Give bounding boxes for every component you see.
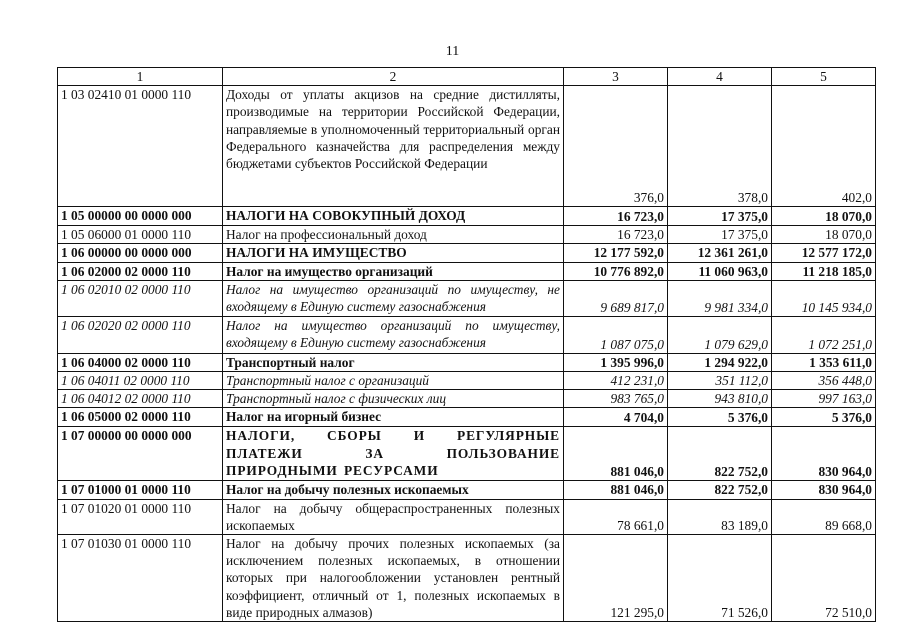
row-value-col5: 356 448,0 [772,372,876,390]
row-name-cell: НАЛОГИ НА СОВОКУПНЫЙ ДОХОД [223,207,564,226]
row-value-col3: 12 177 592,0 [564,244,668,262]
table-row [58,535,876,622]
budget-revenue-table [57,67,876,622]
row-value-col3: 16 723,0 [564,226,668,244]
row-value-col3: 10 776 892,0 [564,262,668,280]
row-code-cell: 1 06 02010 02 0000 110 [58,280,223,316]
row-value-col4: 1 294 922,0 [668,353,772,371]
row-value-col5: 1 072 251,0 [772,316,876,353]
row-value-col4: 83 189,0 [668,499,772,534]
row-value-col4: 351 112,0 [668,372,772,390]
row-value-col4: 5 376,0 [668,408,772,427]
row-value-col4: 822 752,0 [668,481,772,499]
row-value-col3: 881 046,0 [564,427,668,481]
row-value-col3: 376,0 [564,86,668,207]
row-code-cell: 1 06 04012 02 0000 110 [58,390,223,408]
row-name-cell: Налог на добычу полезных ископаемых [223,481,564,499]
table-row [58,316,876,353]
row-value-col4: 822 752,0 [668,427,772,481]
column-number-2: 2 [223,68,564,86]
row-code-cell: 1 06 05000 02 0000 110 [58,408,223,427]
row-code-cell: 1 06 04000 02 0000 110 [58,353,223,371]
table-row [58,427,876,481]
row-value-col4: 17 375,0 [668,207,772,226]
row-name-cell: Налог на добычу общераспространенных полезных ископаемых [223,499,564,534]
row-value-col3: 1 087 075,0 [564,316,668,353]
column-number-1: 1 [58,68,223,86]
row-code-cell: 1 05 00000 00 0000 000 [58,207,223,226]
row-value-col4: 943 810,0 [668,390,772,408]
row-name-cell: Транспортный налог с физических лиц [223,390,564,408]
row-value-col3: 78 661,0 [564,499,668,534]
row-name-cell: Налог на имущество организаций [223,262,564,280]
row-name-cell: Налог на имущество организаций по имуществу, входящему в Единую систему газоснабжения [223,316,564,353]
table-row [58,481,876,499]
table-row [58,86,876,207]
row-value-col5: 18 070,0 [772,226,876,244]
row-value-col4: 1 079 629,0 [668,316,772,353]
row-value-col4: 12 361 261,0 [668,244,772,262]
table-row [58,207,876,226]
column-number-4: 4 [668,68,772,86]
column-number-5: 5 [772,68,876,86]
row-code-cell: 1 06 02000 02 0000 110 [58,262,223,280]
row-value-col5: 89 668,0 [772,499,876,534]
row-value-col5: 12 577 172,0 [772,244,876,262]
row-code-cell: 1 07 00000 00 0000 000 [58,427,223,481]
row-value-col5: 10 145 934,0 [772,280,876,316]
row-name-cell: Налог на игорный бизнес [223,408,564,427]
row-value-col3: 881 046,0 [564,481,668,499]
row-name-cell: Налог на имущество организаций по имуществу, не входящему в Единую систему газоснабжения [223,280,564,316]
row-name-cell: НАЛОГИ, СБОРЫ И РЕГУЛЯРНЫЕ ПЛАТЕЖИ ЗА ПОЛЬЗОВАНИЕ ПРИРОДНЫМИ РЕСУРСАМИ [223,427,564,481]
row-name-cell: Доходы от уплаты акцизов на средние дистилляты, производимые на территории Российской Федерации, направляемые в уполномоченный территориальный орган Федерального казначейства для распределения между бюджетами субъектов Российской Федерации [223,86,564,207]
row-code-cell: 1 07 01030 01 0000 110 [58,535,223,622]
row-value-col5: 5 376,0 [772,408,876,427]
page-number: 11 [445,44,460,59]
row-value-col4: 11 060 963,0 [668,262,772,280]
row-value-col3: 983 765,0 [564,390,668,408]
row-value-col4: 9 981 334,0 [668,280,772,316]
table-row [58,226,876,244]
table-row [58,280,876,316]
row-code-cell: 1 03 02410 01 0000 110 [58,86,223,207]
row-name-cell: Налог на профессиональный доход [223,226,564,244]
table-row [58,390,876,408]
row-value-col5: 402,0 [772,86,876,207]
row-value-col3: 16 723,0 [564,207,668,226]
row-value-col5: 18 070,0 [772,207,876,226]
row-value-col3: 412 231,0 [564,372,668,390]
table-row [58,262,876,280]
table-header-row [58,68,876,86]
row-value-col5: 72 510,0 [772,535,876,622]
table-row [58,353,876,371]
table-row [58,408,876,427]
row-code-cell: 1 06 04011 02 0000 110 [58,372,223,390]
table-row [58,372,876,390]
row-code-cell: 1 07 01000 01 0000 110 [58,481,223,499]
row-code-cell: 1 05 06000 01 0000 110 [58,226,223,244]
row-value-col3: 121 295,0 [564,535,668,622]
table-row [58,244,876,262]
row-name-cell: Налог на добычу прочих полезных ископаемых (за исключением полезных ископаемых, в отношении которых при налогообложении установлен рентный коэффициент, отличный от 1, полезных ископаемых в виде природных алмазов) [223,535,564,622]
row-value-col5: 830 964,0 [772,481,876,499]
row-value-col4: 71 526,0 [668,535,772,622]
row-code-cell: 1 06 00000 00 0000 000 [58,244,223,262]
table-row [58,499,876,534]
row-value-col5: 830 964,0 [772,427,876,481]
row-name-cell: Транспортный налог с организаций [223,372,564,390]
row-value-col3: 4 704,0 [564,408,668,427]
column-number-3: 3 [564,68,668,86]
row-code-cell: 1 07 01020 01 0000 110 [58,499,223,534]
row-name-cell: НАЛОГИ НА ИМУЩЕСТВО [223,244,564,262]
row-value-col5: 11 218 185,0 [772,262,876,280]
row-code-cell: 1 06 02020 02 0000 110 [58,316,223,353]
row-value-col3: 9 689 817,0 [564,280,668,316]
table-body [58,86,876,622]
row-name-cell: Транспортный налог [223,353,564,371]
row-value-col4: 17 375,0 [668,226,772,244]
row-value-col5: 1 353 611,0 [772,353,876,371]
row-value-col3: 1 395 996,0 [564,353,668,371]
row-value-col5: 997 163,0 [772,390,876,408]
row-value-col4: 378,0 [668,86,772,207]
